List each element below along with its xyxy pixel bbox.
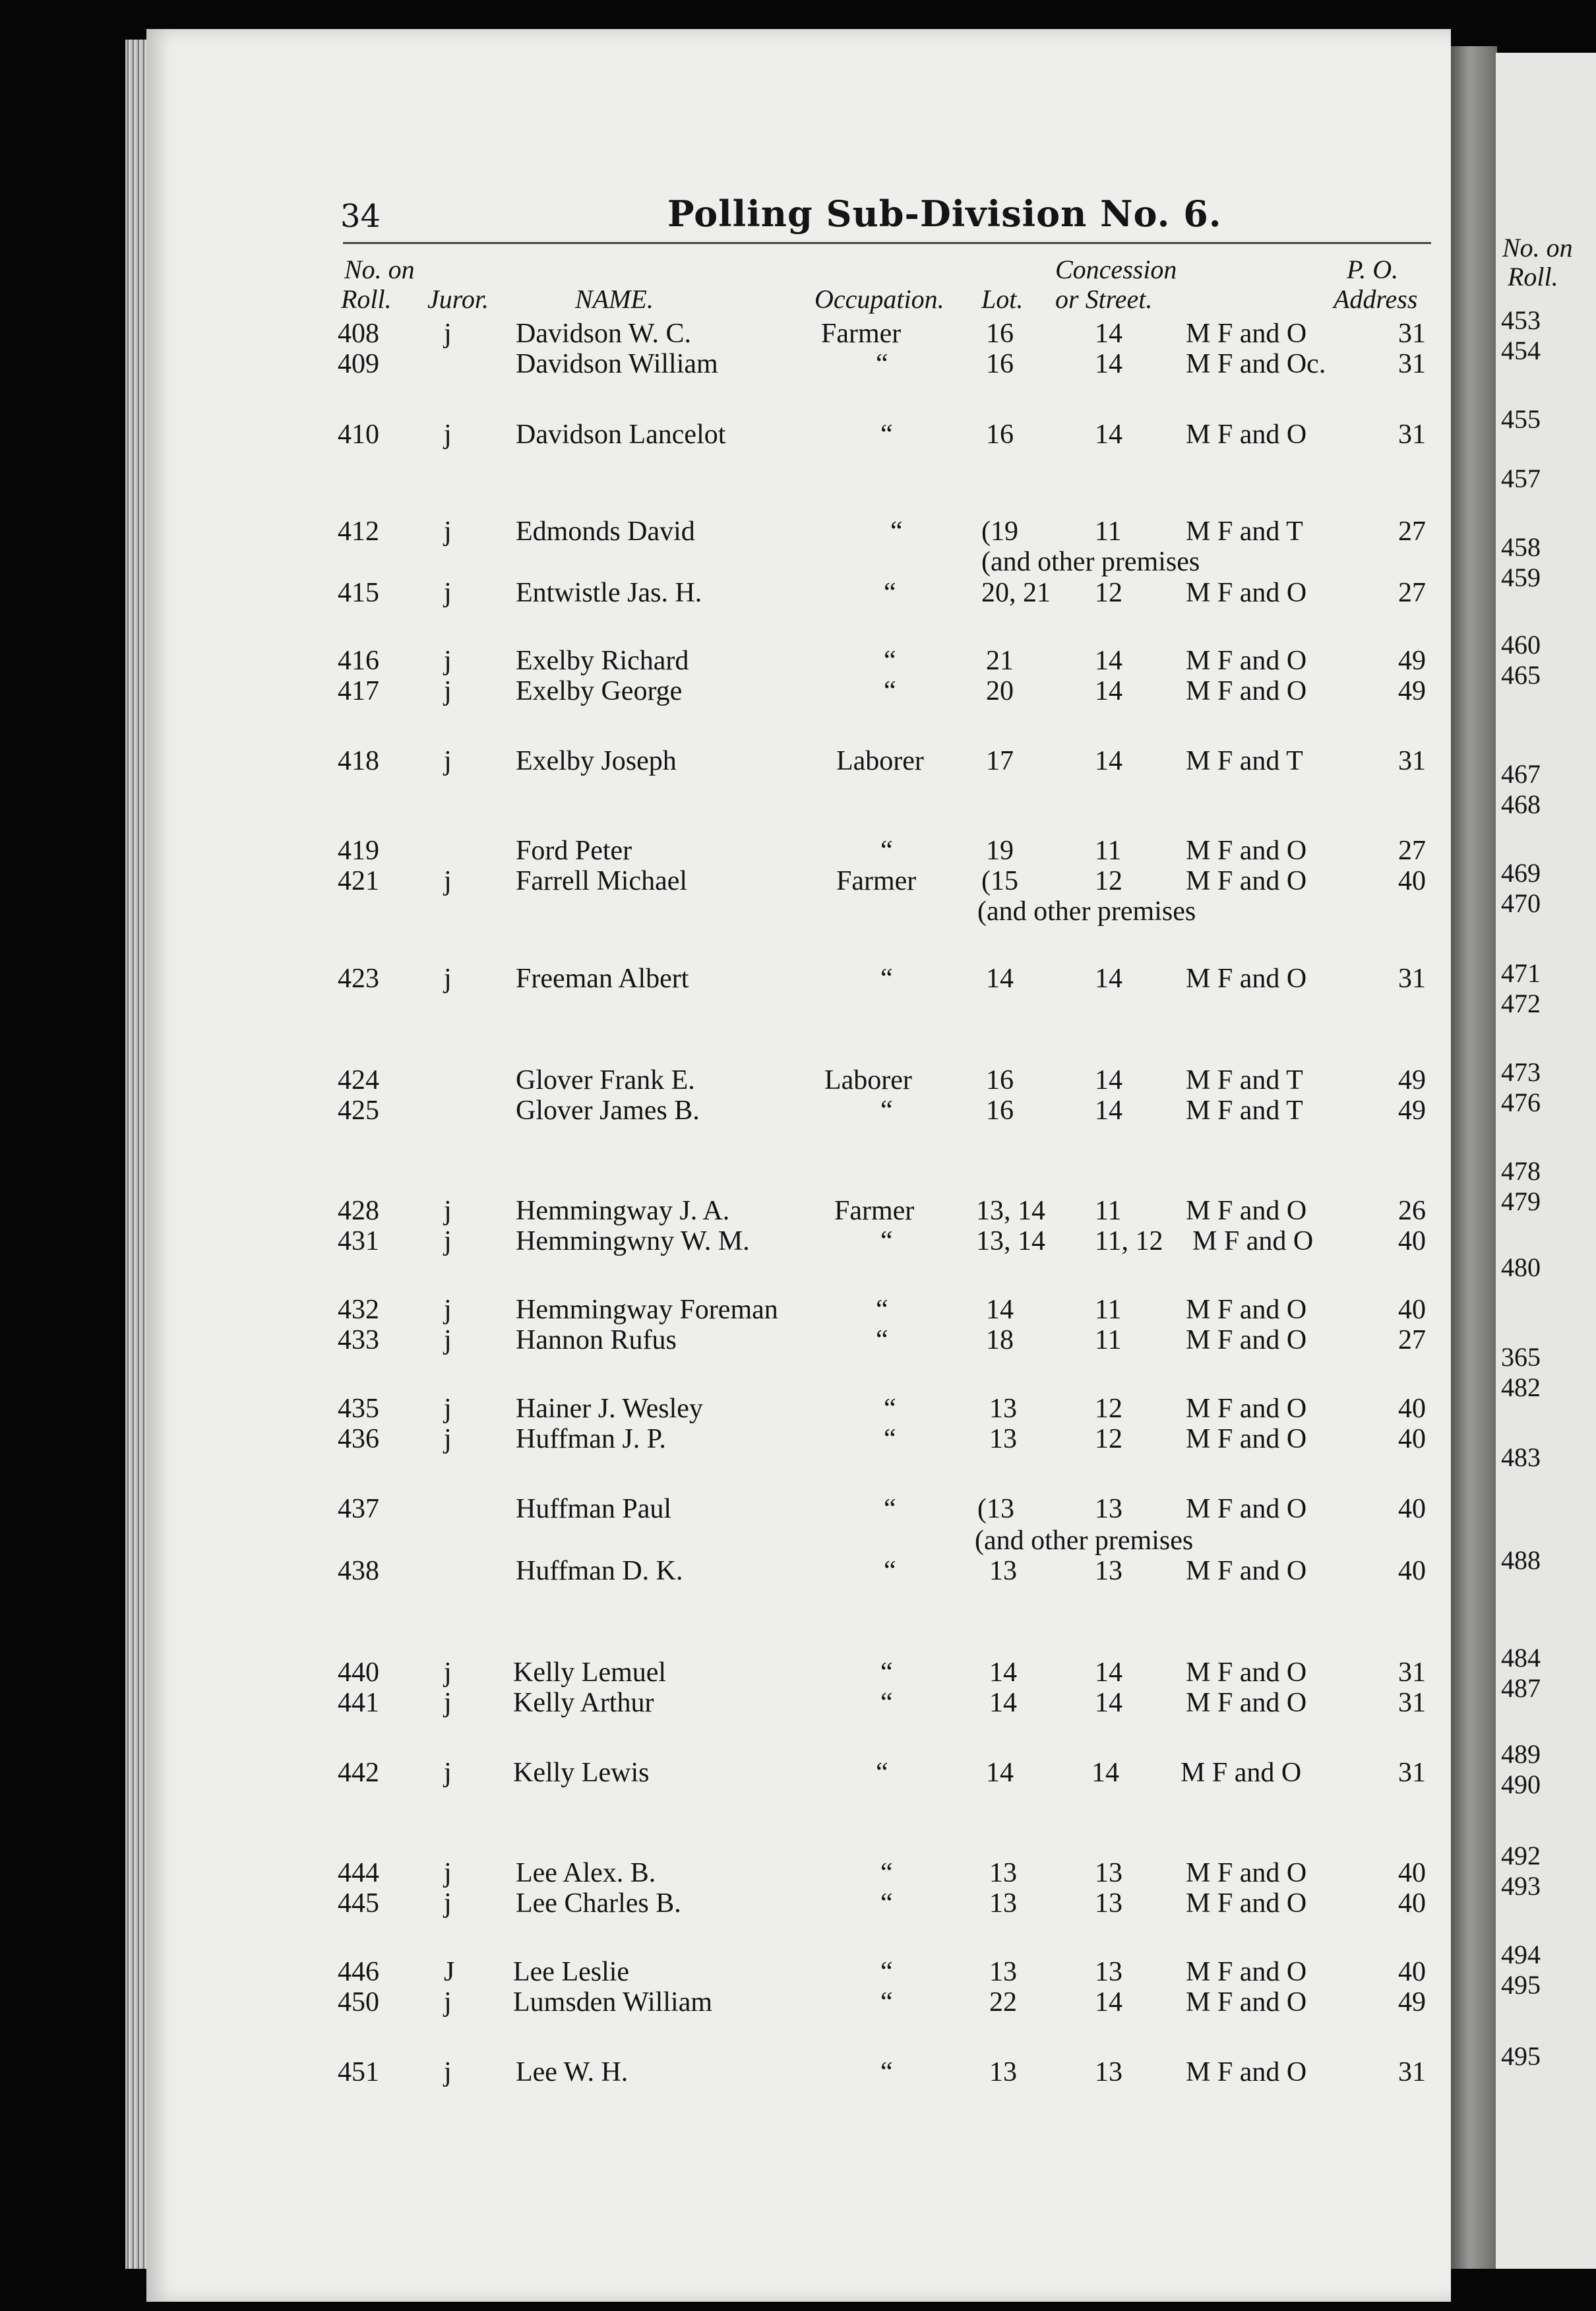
- qualification: M F and O: [1186, 676, 1307, 706]
- qualification: M F and O: [1186, 1325, 1307, 1355]
- po-address: 40: [1398, 1858, 1426, 1888]
- lot: 14: [986, 964, 1014, 994]
- lot: 14: [986, 1295, 1014, 1325]
- lot: (13: [977, 1494, 1014, 1524]
- lot: 14: [989, 1657, 1017, 1688]
- occupation: “: [880, 1858, 893, 1888]
- qualification: M F and O: [1186, 646, 1307, 676]
- juror-mark: j: [444, 2057, 452, 2087]
- roll-number: 423: [338, 964, 379, 994]
- concession: 14: [1095, 746, 1122, 776]
- concession: 14: [1095, 1095, 1122, 1126]
- next-page-roll: 478: [1501, 1156, 1541, 1186]
- roll-number: 450: [338, 1987, 379, 2018]
- po-address: 31: [1398, 419, 1426, 450]
- po-address: 31: [1398, 1657, 1426, 1688]
- voter-name: Ford Peter: [516, 836, 632, 866]
- next-page-roll: 468: [1501, 789, 1541, 819]
- concession: 11: [1095, 1295, 1122, 1325]
- concession: 11: [1095, 1196, 1122, 1226]
- qualification: M F and O: [1186, 1196, 1307, 1226]
- lot: 20: [986, 676, 1014, 706]
- header-po-line2: Address: [1334, 284, 1418, 314]
- roll-number: 445: [338, 1888, 379, 1919]
- qualification: M F and O: [1186, 1858, 1307, 1888]
- lot: 22: [989, 1987, 1017, 2018]
- voter-name: Glover Frank E.: [516, 1065, 695, 1095]
- voter-name: Entwistle Jas. H.: [516, 578, 702, 608]
- voter-name: Freeman Albert: [516, 964, 689, 994]
- header-roll-line2: Roll.: [341, 284, 392, 314]
- lot: 16: [986, 349, 1014, 379]
- occupation: “: [884, 646, 896, 676]
- next-page-roll: 484: [1501, 1643, 1541, 1673]
- occupation: “: [880, 1226, 893, 1256]
- voter-name: Exelby Richard: [516, 646, 689, 676]
- concession: 14: [1095, 1657, 1122, 1688]
- occupation: “: [880, 964, 893, 994]
- roll-number: 436: [338, 1424, 379, 1454]
- concession: 13: [1095, 2057, 1122, 2087]
- next-page-roll: 470: [1501, 888, 1541, 918]
- next-page-header-line1: No. on: [1502, 233, 1573, 262]
- next-page-roll: 455: [1501, 404, 1541, 434]
- premises-note: (and other premises: [975, 1525, 1194, 1556]
- po-address: 31: [1398, 349, 1426, 379]
- next-page-roll: 487: [1501, 1673, 1541, 1703]
- concession: 12: [1095, 1394, 1122, 1424]
- occupation: Laborer: [824, 1065, 912, 1095]
- occupation: Laborer: [836, 746, 924, 776]
- roll-number: 416: [338, 646, 379, 676]
- roll-number: 425: [338, 1095, 379, 1126]
- next-page-roll: 483: [1501, 1442, 1541, 1472]
- lot: (15: [981, 866, 1018, 896]
- qualification: M F and O: [1186, 419, 1307, 450]
- voter-name: Glover James B.: [516, 1095, 700, 1126]
- concession: 14: [1095, 1987, 1122, 2018]
- qualification: M F and O: [1192, 1226, 1314, 1256]
- occupation: “: [884, 578, 896, 608]
- occupation: “: [876, 349, 888, 379]
- po-address: 27: [1398, 578, 1426, 608]
- next-page-roll: 472: [1501, 989, 1541, 1018]
- po-address: 31: [1398, 746, 1426, 776]
- qualification: M F and O: [1186, 1295, 1307, 1325]
- occupation: “: [884, 676, 896, 706]
- lot: 13: [989, 1394, 1017, 1424]
- header-concession-line1: Concession: [1055, 255, 1177, 284]
- lot: 16: [986, 319, 1014, 349]
- po-address: 40: [1398, 1424, 1426, 1454]
- voter-name: Hannon Rufus: [516, 1325, 677, 1355]
- next-page-roll: 492: [1501, 1841, 1541, 1870]
- qualification: M F and O: [1186, 2057, 1307, 2087]
- qualification: M F and O: [1186, 1987, 1307, 2018]
- voter-name: Davidson Lancelot: [516, 419, 726, 450]
- concession: 13: [1095, 1556, 1122, 1586]
- concession: 12: [1095, 578, 1122, 608]
- voter-name: Huffman D. K.: [516, 1556, 683, 1586]
- lot: 13: [989, 1556, 1017, 1586]
- po-address: 49: [1398, 1987, 1426, 2018]
- po-address: 49: [1398, 646, 1426, 676]
- book-spine: [1451, 46, 1497, 2269]
- concession: 13: [1095, 1494, 1122, 1524]
- voter-name: Hemmingway J. A.: [516, 1196, 730, 1226]
- voter-name: Farrell Michael: [516, 866, 688, 896]
- occupation: “: [880, 1957, 893, 1987]
- next-page-roll: 469: [1501, 858, 1541, 888]
- roll-number: 412: [338, 516, 379, 547]
- concession: 13: [1095, 1858, 1122, 1888]
- next-page-roll: 495: [1501, 1970, 1541, 2000]
- voter-name: Exelby George: [516, 676, 683, 706]
- next-page-roll: 495: [1501, 2041, 1541, 2071]
- qualification: M F and O: [1186, 1688, 1307, 1718]
- voter-name: Davidson William: [516, 349, 718, 379]
- po-address: 40: [1398, 1957, 1426, 1987]
- lot: 14: [989, 1688, 1017, 1718]
- po-address: 40: [1398, 1226, 1426, 1256]
- voter-name: Lee Leslie: [513, 1957, 630, 1987]
- po-address: 26: [1398, 1196, 1426, 1226]
- next-page-roll: 490: [1501, 1770, 1541, 1799]
- roll-number: 438: [338, 1556, 379, 1586]
- roll-number: 433: [338, 1325, 379, 1355]
- juror-mark: j: [444, 1394, 452, 1424]
- next-page-roll: 465: [1501, 660, 1541, 690]
- voter-name: Lee W. H.: [516, 2057, 629, 2087]
- occupation: “: [876, 1325, 888, 1355]
- roll-number: 415: [338, 578, 379, 608]
- occupation: “: [884, 1394, 896, 1424]
- concession: 14: [1095, 319, 1122, 349]
- voter-name: Kelly Lewis: [513, 1758, 650, 1788]
- next-page-header-line2: Roll.: [1508, 262, 1558, 292]
- lot: 13: [989, 1424, 1017, 1454]
- roll-number: 441: [338, 1688, 379, 1718]
- po-address: 31: [1398, 1688, 1426, 1718]
- roll-number: 409: [338, 349, 379, 379]
- next-page-roll: 460: [1501, 630, 1541, 660]
- lot: 20, 21: [981, 578, 1051, 608]
- roll-number: 410: [338, 419, 379, 450]
- occupation: “: [880, 2057, 893, 2087]
- voter-name: Lee Alex. B.: [516, 1858, 656, 1888]
- qualification: M F and O: [1186, 1957, 1307, 1987]
- concession: 14: [1091, 1758, 1119, 1788]
- next-page-roll: 457: [1501, 464, 1541, 493]
- concession: 13: [1095, 1888, 1122, 1919]
- occupation: “: [880, 1987, 893, 2018]
- occupation: “: [876, 1758, 888, 1788]
- juror-mark: j: [444, 578, 452, 608]
- concession: 14: [1095, 646, 1122, 676]
- qualification: M F and T: [1186, 1095, 1303, 1126]
- juror-mark: J: [444, 1957, 455, 1987]
- juror-mark: j: [444, 1295, 452, 1325]
- lot: 13: [989, 1858, 1017, 1888]
- qualification: M F and Oc.: [1186, 349, 1326, 379]
- qualification: M F and T: [1186, 516, 1303, 547]
- roll-number: 428: [338, 1196, 379, 1226]
- po-address: 40: [1398, 866, 1426, 896]
- lot: 19: [986, 836, 1014, 866]
- juror-mark: j: [444, 319, 452, 349]
- lot: 13: [989, 2057, 1017, 2087]
- juror-mark: j: [444, 746, 452, 776]
- po-address: 31: [1398, 2057, 1426, 2087]
- page-number: 34: [340, 198, 381, 235]
- roll-number: 437: [338, 1494, 379, 1524]
- occupation: “: [880, 1657, 893, 1688]
- qualification: M F and O: [1186, 319, 1307, 349]
- occupation: “: [876, 1295, 888, 1325]
- occupation: Farmer: [834, 1196, 915, 1226]
- next-page-roll: 471: [1501, 958, 1541, 988]
- next-page-roll: 453: [1501, 305, 1541, 335]
- lot: 18: [986, 1325, 1014, 1355]
- voter-name: Kelly Lemuel: [513, 1657, 667, 1688]
- juror-mark: j: [444, 1325, 452, 1355]
- voter-name: Davidson W. C.: [516, 319, 692, 349]
- lot: 13: [989, 1957, 1017, 1987]
- voter-name: Hainer J. Wesley: [516, 1394, 703, 1424]
- roll-number: 444: [338, 1858, 379, 1888]
- header-po-line1: P. O.: [1347, 255, 1399, 284]
- po-address: 27: [1398, 836, 1426, 866]
- header-name: NAME.: [575, 284, 654, 314]
- concession: 11: [1095, 836, 1122, 866]
- po-address: 49: [1398, 1065, 1426, 1095]
- voter-name: Huffman Paul: [516, 1494, 672, 1524]
- next-page-roll: 458: [1501, 532, 1541, 562]
- occupation: Farmer: [821, 319, 902, 349]
- occupation: “: [884, 1424, 896, 1454]
- occupation: “: [890, 516, 903, 547]
- header-occupation: Occupation.: [814, 284, 944, 314]
- lot: 16: [986, 1065, 1014, 1095]
- next-page-roll: 459: [1501, 563, 1541, 592]
- next-page-roll: 494: [1501, 1940, 1541, 1969]
- juror-mark: j: [444, 1888, 452, 1919]
- juror-mark: j: [444, 646, 452, 676]
- lot: 13, 14: [976, 1226, 1045, 1256]
- juror-mark: j: [444, 1688, 452, 1718]
- concession: 12: [1095, 866, 1122, 896]
- po-address: 31: [1398, 319, 1426, 349]
- lot: 21: [986, 646, 1014, 676]
- juror-mark: j: [444, 866, 452, 896]
- roll-number: 446: [338, 1957, 379, 1987]
- qualification: M F and O: [1186, 1394, 1307, 1424]
- header-rule: [343, 242, 1431, 244]
- qualification: M F and O: [1186, 866, 1307, 896]
- next-page-roll: 480: [1501, 1252, 1541, 1282]
- roll-number: 417: [338, 676, 379, 706]
- qualification: M F and O: [1186, 1888, 1307, 1919]
- po-address: 27: [1398, 1325, 1426, 1355]
- concession: 11, 12: [1095, 1226, 1163, 1256]
- roll-number: 408: [338, 319, 379, 349]
- roll-number: 440: [338, 1657, 379, 1688]
- po-address: 40: [1398, 1394, 1426, 1424]
- po-address: 40: [1398, 1295, 1426, 1325]
- juror-mark: j: [444, 516, 452, 547]
- roll-number: 421: [338, 866, 379, 896]
- concession: 14: [1095, 964, 1122, 994]
- occupation: “: [880, 1688, 893, 1718]
- po-address: 49: [1398, 1095, 1426, 1126]
- lot: 16: [986, 1095, 1014, 1126]
- lot: 14: [986, 1758, 1014, 1788]
- juror-mark: j: [444, 1196, 452, 1226]
- voter-name: Exelby Joseph: [516, 746, 677, 776]
- next-page-roll: 488: [1501, 1545, 1541, 1575]
- next-page-roll: 454: [1501, 336, 1541, 365]
- juror-mark: j: [444, 1226, 452, 1256]
- qualification: M F and O: [1186, 1657, 1307, 1688]
- next-page-roll: 365: [1501, 1342, 1541, 1372]
- header-lot: Lot.: [981, 284, 1024, 314]
- next-page-roll: 489: [1501, 1739, 1541, 1769]
- voter-name: Hemmingway Foreman: [516, 1295, 778, 1325]
- voter-name: Hemmingwny W. M.: [516, 1226, 750, 1256]
- concession: 11: [1095, 516, 1122, 547]
- roll-number: 418: [338, 746, 379, 776]
- occupation: “: [880, 1888, 893, 1919]
- roll-number: 442: [338, 1758, 379, 1788]
- header-concession-line2: or Street.: [1055, 284, 1153, 314]
- juror-mark: j: [444, 964, 452, 994]
- concession: 14: [1095, 1688, 1122, 1718]
- voter-name: Edmonds David: [516, 516, 695, 547]
- next-page-roll: 473: [1501, 1057, 1541, 1087]
- po-address: 31: [1398, 1758, 1426, 1788]
- lot: 16: [986, 419, 1014, 450]
- po-address: 40: [1398, 1888, 1426, 1919]
- roll-number: 424: [338, 1065, 379, 1095]
- concession: 11: [1095, 1325, 1122, 1355]
- po-address: 40: [1398, 1556, 1426, 1586]
- header-juror: Juror.: [427, 284, 489, 314]
- occupation: “: [880, 1095, 893, 1126]
- concession: 14: [1095, 419, 1122, 450]
- qualification: M F and O: [1186, 1424, 1307, 1454]
- page-title: Polling Sub-Division No. 6.: [667, 193, 1222, 235]
- po-address: 40: [1398, 1494, 1426, 1524]
- header-roll-line1: No. on: [344, 255, 415, 284]
- lot: 17: [986, 746, 1014, 776]
- occupation: “: [884, 1556, 896, 1586]
- qualification: M F and O: [1181, 1758, 1302, 1788]
- voter-name: Huffman J. P.: [516, 1424, 666, 1454]
- page-edge-left: [125, 40, 149, 2269]
- qualification: M F and O: [1186, 1494, 1307, 1524]
- premises-note: (and other premises: [981, 547, 1200, 577]
- concession: 12: [1095, 1424, 1122, 1454]
- voter-name: Lumsden William: [513, 1987, 712, 2018]
- qualification: M F and T: [1186, 1065, 1303, 1095]
- next-page-roll: 467: [1501, 759, 1541, 789]
- concession: 14: [1095, 349, 1122, 379]
- next-page-roll: 476: [1501, 1088, 1541, 1117]
- qualification: M F and O: [1186, 964, 1307, 994]
- juror-mark: j: [444, 1657, 452, 1688]
- occupation: Farmer: [836, 866, 917, 896]
- concession: 14: [1095, 676, 1122, 706]
- next-page-roll: 493: [1501, 1871, 1541, 1901]
- voter-name: Lee Charles B.: [516, 1888, 681, 1919]
- lot: 13, 14: [976, 1196, 1045, 1226]
- occupation: “: [880, 836, 893, 866]
- concession: 13: [1095, 1957, 1122, 1987]
- next-page-roll: 479: [1501, 1186, 1541, 1216]
- voter-name: Kelly Arthur: [513, 1688, 654, 1718]
- juror-mark: j: [444, 1858, 452, 1888]
- juror-mark: j: [444, 1987, 452, 2018]
- occupation: “: [880, 419, 893, 450]
- juror-mark: j: [444, 419, 452, 450]
- po-address: 27: [1398, 516, 1426, 547]
- qualification: M F and T: [1186, 746, 1303, 776]
- juror-mark: j: [444, 1424, 452, 1454]
- roll-number: 451: [338, 2057, 379, 2087]
- juror-mark: j: [444, 1758, 452, 1788]
- next-page-roll: 482: [1501, 1372, 1541, 1402]
- roll-number: 432: [338, 1295, 379, 1325]
- qualification: M F and O: [1186, 1556, 1307, 1586]
- premises-note: (and other premises: [977, 896, 1196, 927]
- po-address: 49: [1398, 676, 1426, 706]
- qualification: M F and O: [1186, 836, 1307, 866]
- lot: 13: [989, 1888, 1017, 1919]
- qualification: M F and O: [1186, 578, 1307, 608]
- occupation: “: [884, 1494, 896, 1524]
- roll-number: 431: [338, 1226, 379, 1256]
- concession: 14: [1095, 1065, 1122, 1095]
- po-address: 31: [1398, 964, 1426, 994]
- roll-number: 435: [338, 1394, 379, 1424]
- roll-number: 419: [338, 836, 379, 866]
- juror-mark: j: [444, 676, 452, 706]
- lot: (19: [981, 516, 1018, 547]
